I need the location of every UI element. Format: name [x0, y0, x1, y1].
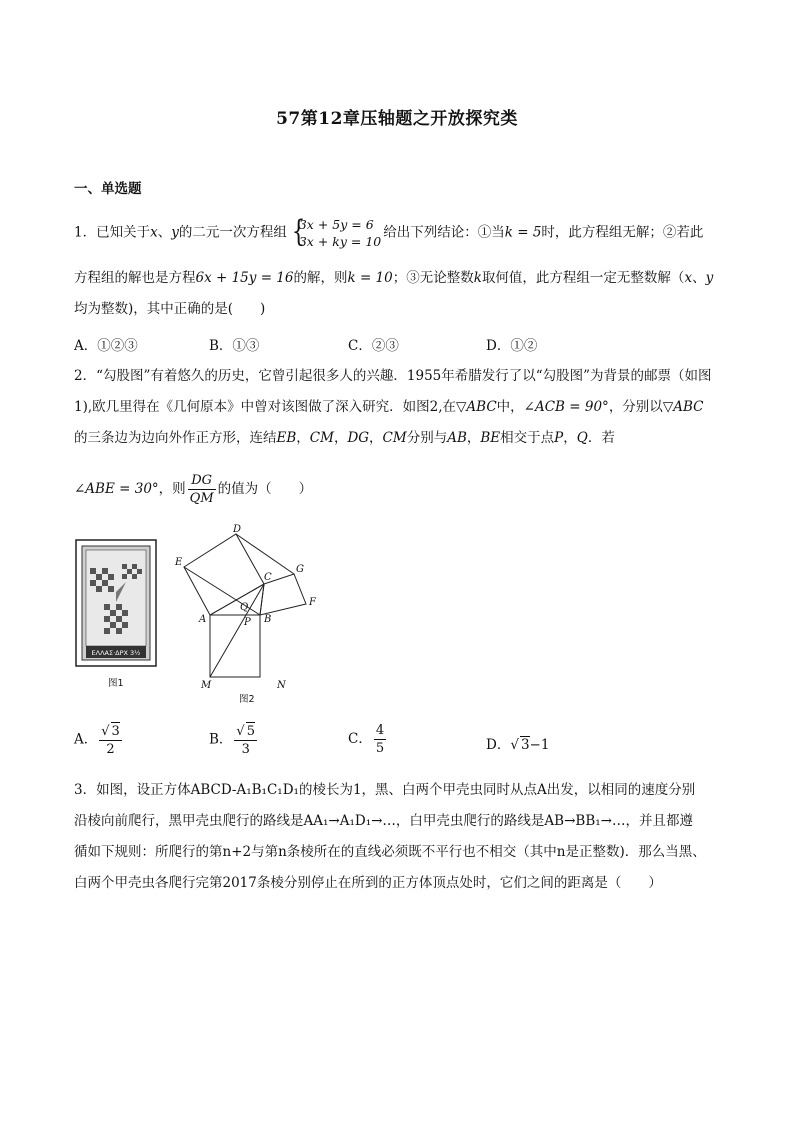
q3-line-1: 3．如图，设正方体ABCD-A₁B₁C₁D₁的棱长为1，黑、白两个甲壳虫同时从点A出发，以相同的速度分别 [74, 782, 696, 798]
q2-line-3: 的三条边为边向外作正方形，连结EB，CM，DG，CM分别与AB，BE相交于点P，Q．若 [74, 430, 615, 446]
q3-line-3: 循如下规则：所爬行的第n+2与第n条棱所在的直线必须既不平行也不相交（其中n是正整数)．那么当黑、 [74, 844, 706, 860]
q2-option-c: C． $\frac{4}{5}$ [348, 723, 385, 756]
q2-line-4: ∠ABE = 30°，则 $\frac{DG}{QM}$ 的值为（ ） [74, 473, 313, 506]
q1-line-2: 方程组的解也是方程6x + 15y = 16的解，则k = 10；③无论整数k取何值，此方程组一定无整数解（x、y [74, 270, 714, 286]
point-label-a: A [199, 614, 207, 625]
point-label-f: F [309, 597, 316, 608]
section-heading: 一、单选题 [74, 181, 142, 197]
point-label-q: Q [240, 602, 249, 613]
q1-option-a: A．①②③ [74, 338, 138, 354]
fraction-dg-qm: $\frac{DG}{QM}$ [189, 473, 214, 506]
point-label-n: N [277, 680, 286, 691]
point-label-d: D [233, 524, 242, 535]
q1-line-3: 均为整数)，其中正确的是( ) [74, 301, 266, 317]
point-label-g: G [296, 564, 304, 575]
q2-line-2: 1),欧几里得在《几何原本》中曾对该图做了深入研究．如图2,在▽ABC中，∠ACB = 90°，分别以▽ABC [74, 399, 704, 415]
q2-option-a: A． $\frac{√ 3}{2}$ [74, 724, 120, 757]
point-label-p: P [244, 617, 251, 628]
q1-line-1: 1．已知关于x、y的二元一次方程组 { 3x + 5y = 6 3x + ky = 10 给出下列结论：①当k = 5时，此方程组无解；②若此 [74, 214, 704, 249]
q3-line-4: 白两个甲壳虫各爬行完第2017条棱分别停止在所到的正方体顶点处时，它们之间的距离是（ ） [74, 875, 662, 891]
q2-option-b: B． $\frac{√ 5}{3}$ [209, 724, 255, 757]
q2-line-1: 2．“勾股图”有着悠久的历史，它曾引起很多人的兴趣．1955年希腊发行了以“勾股图”为背景的邮票（如图 [74, 368, 712, 384]
point-label-m: M [201, 680, 212, 691]
q2-option-d: D．√ 3−1 [486, 737, 550, 753]
q1-option-c: C．②③ [348, 338, 399, 354]
q1-option-d: D．①② [486, 338, 538, 354]
stamp-figure-1 [74, 522, 334, 710]
q3-line-2: 沿棱向前爬行，黑甲壳虫爬行的路线是AA₁→A₁D₁→…，白甲壳虫爬行的路线是AB→BB₁→…，并且都遵 [74, 813, 693, 829]
stamp-text: ΕΛΛΑΣ·ΔΡΧ 3½ [91, 649, 141, 657]
figure-2-caption: 图2 [239, 694, 255, 705]
point-label-b: B [264, 614, 272, 625]
equation-system: { 3x + 5y = 6 3x + ky = 10 [291, 214, 382, 249]
point-label-e: E [175, 557, 183, 568]
point-label-c: C [264, 572, 272, 583]
figure-1-caption: 图1 [108, 678, 124, 689]
q2-figures [74, 522, 334, 714]
q1-option-b: B．①③ [209, 338, 260, 354]
page-title: 57第12章压轴题之开放探究类 [276, 109, 518, 129]
